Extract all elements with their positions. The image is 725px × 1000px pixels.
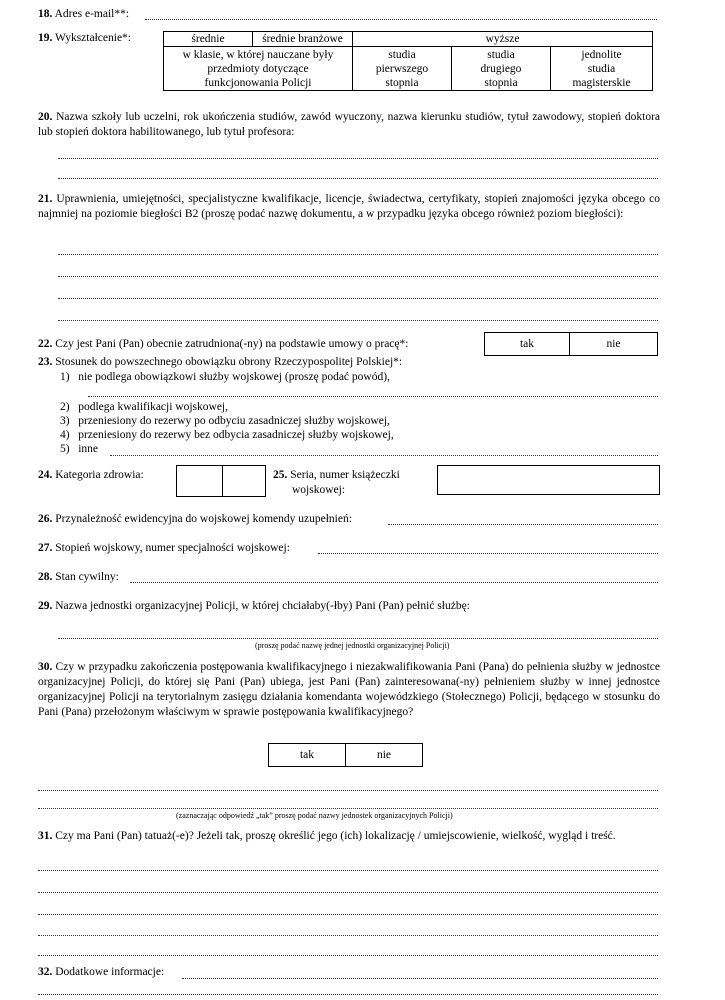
q29-label: 29. Nazwa jednostki organizacyjnej Policji, w której chciałaby(-łby) Pani (Pan) pełnić służbę: — [38, 600, 470, 612]
q23-reason-line[interactable] — [88, 396, 658, 397]
q20-answer-line[interactable] — [58, 158, 658, 159]
q20-answer-line[interactable] — [58, 178, 658, 179]
q21-text: 21. Uprawnienia, umiejętności, specjalistyczne kwalifikacje, licencje, świadectwa, certyfikaty, stopień znajomości języka obcego co najmniej na poziomie biegłości B2 (proszę podać nazwę dokumentu, a w przypadku języka obcego również poziom biegłości): — [38, 193, 661, 220]
q31-answer-line[interactable] — [38, 892, 658, 893]
education-w-klasie[interactable]: w klasie, w której nauczane były przedmioty dotyczące funkcjonowania Policji — [164, 47, 353, 91]
q27-field[interactable] — [318, 553, 658, 554]
q21-answer-line[interactable] — [58, 276, 658, 277]
q29-note: (proszę podać nazwę jednej jednostki organizacyjnej Policji) — [255, 641, 450, 650]
q21-answer-line[interactable] — [58, 320, 658, 321]
q32-field[interactable] — [182, 978, 658, 979]
education-wyzsze: wyższe — [353, 32, 653, 47]
q32-label: 32. Dodatkowe informacje: — [38, 966, 165, 978]
q22-nie-option[interactable]: nie — [606, 338, 621, 350]
q18-label: 18. Adres e-mail**: — [38, 8, 130, 20]
q23-text: 23. Stosunek do powszechnego obowiązku obrony Rzeczypospolitej Polskiej*: — [38, 356, 403, 368]
q25-label: 25. Seria, numer książeczki — [273, 469, 400, 481]
q23-option-5[interactable]: 5) inne — [60, 443, 99, 455]
q30-answer-line[interactable] — [38, 790, 658, 791]
q28-label: 28. Stan cywilny: — [38, 571, 119, 583]
q27-label: 27. Stopień wojskowy, numer specjalności wojskowej: — [38, 542, 290, 554]
education-srednie[interactable]: średnie — [164, 32, 253, 47]
q26-field[interactable] — [388, 524, 658, 525]
military-booklet-field[interactable] — [437, 465, 660, 495]
q31-answer-line[interactable] — [38, 955, 658, 956]
q24-label: 24. Kategoria zdrowia: — [38, 469, 144, 481]
q23-option-2[interactable]: 2) podlega kwalifikacji wojskowej, — [60, 401, 228, 413]
email-field[interactable] — [145, 19, 657, 20]
q23-option-3[interactable]: 3) przeniesiony do rezerwy po odbyciu zasadniczej służby wojskowej, — [60, 415, 390, 427]
q22-yes-no-box — [484, 332, 658, 356]
q31-answer-line[interactable] — [38, 914, 658, 915]
q23-other-line[interactable] — [110, 455, 658, 456]
q26-label: 26. Przynależność ewidencyjna do wojskowej komendy uzupełnień: — [38, 513, 352, 525]
education-drugiego[interactable]: studia drugiego stopnia — [452, 47, 551, 91]
q22-text: 22. Czy jest Pani (Pan) obecnie zatrudniona(-ny) na podstawie umowy o pracę*: — [38, 338, 409, 350]
q30-tak-option[interactable]: tak — [269, 744, 346, 766]
q21-answer-line[interactable] — [58, 254, 658, 255]
q21-answer-line[interactable] — [58, 298, 658, 299]
health-category-cell[interactable] — [177, 466, 223, 496]
education-jednolite[interactable]: jednolite studia magisterskie — [551, 47, 653, 91]
education-branzowe[interactable]: średnie branżowe — [253, 32, 353, 47]
q22-tak-option[interactable]: tak — [485, 333, 570, 355]
q30-text: 30. Czy w przypadku zakończenia postępowania kwalifikacyjnego i niezakwalifikowania Pani (Pana) do pełnienia służby w jednostce organizacyjnej Policji, do której się Pani (Pan) ubiega, jest Pani (Pan) zainteresowana(-ny) pełnieniem służby w innej jednostce organizacyjnej Policji na terytorialnym zasięgu działania komendanta wojewódzkiego (Stołecznego) Policji, będącego w stosunku do Pani (Pana) przełożonym właściwym w sprawie postępowania kwalifikacyjnego? — [38, 661, 660, 718]
q31-text: 31. Czy ma Pani (Pan) tatuaż(-e)? Jeżeli tak, proszę określić jego (ich) lokalizację / umiejscowienie, wielkość, wygląd i treść. — [38, 830, 616, 842]
q29-field[interactable] — [58, 638, 658, 639]
health-category-cell[interactable] — [223, 466, 265, 496]
q31-answer-line[interactable] — [38, 935, 658, 936]
education-pierwszego[interactable]: studia pierwszego stopnia — [353, 47, 452, 91]
q32-answer-line[interactable] — [38, 994, 658, 995]
q31-answer-line[interactable] — [38, 870, 658, 871]
q30-yes-no-box — [268, 743, 423, 767]
q20-text: 20. Nazwa szkoły lub uczelni, rok ukończenia studiów, zawód wyuczony, nazwa kierunku studiów, tytuł zawodowy, stopień doktora lub stopień doktora habilitowanego, lub tytuł profesora: — [38, 111, 661, 138]
q23-option-1[interactable]: 1) nie podlega obowiązkowi służby wojskowej (proszę podać powód), — [60, 371, 390, 383]
q23-option-4[interactable]: 4) przeniesiony do rezerwy bez odbycia zasadniczej służby wojskowej, — [60, 429, 394, 441]
q30-answer-line[interactable] — [38, 808, 658, 809]
q30-nie-option[interactable]: nie — [376, 749, 392, 761]
q25-label-line2: wojskowej: — [292, 484, 346, 496]
q28-field[interactable] — [130, 582, 658, 583]
q30-note: (zaznaczając odpowiedź „tak” proszę podać nazwy jednostek organizacyjnych Policji) — [176, 811, 453, 820]
education-table — [163, 31, 653, 91]
health-category-box — [176, 465, 266, 497]
q19-label: 19. Wykształcenie*: — [38, 32, 131, 44]
